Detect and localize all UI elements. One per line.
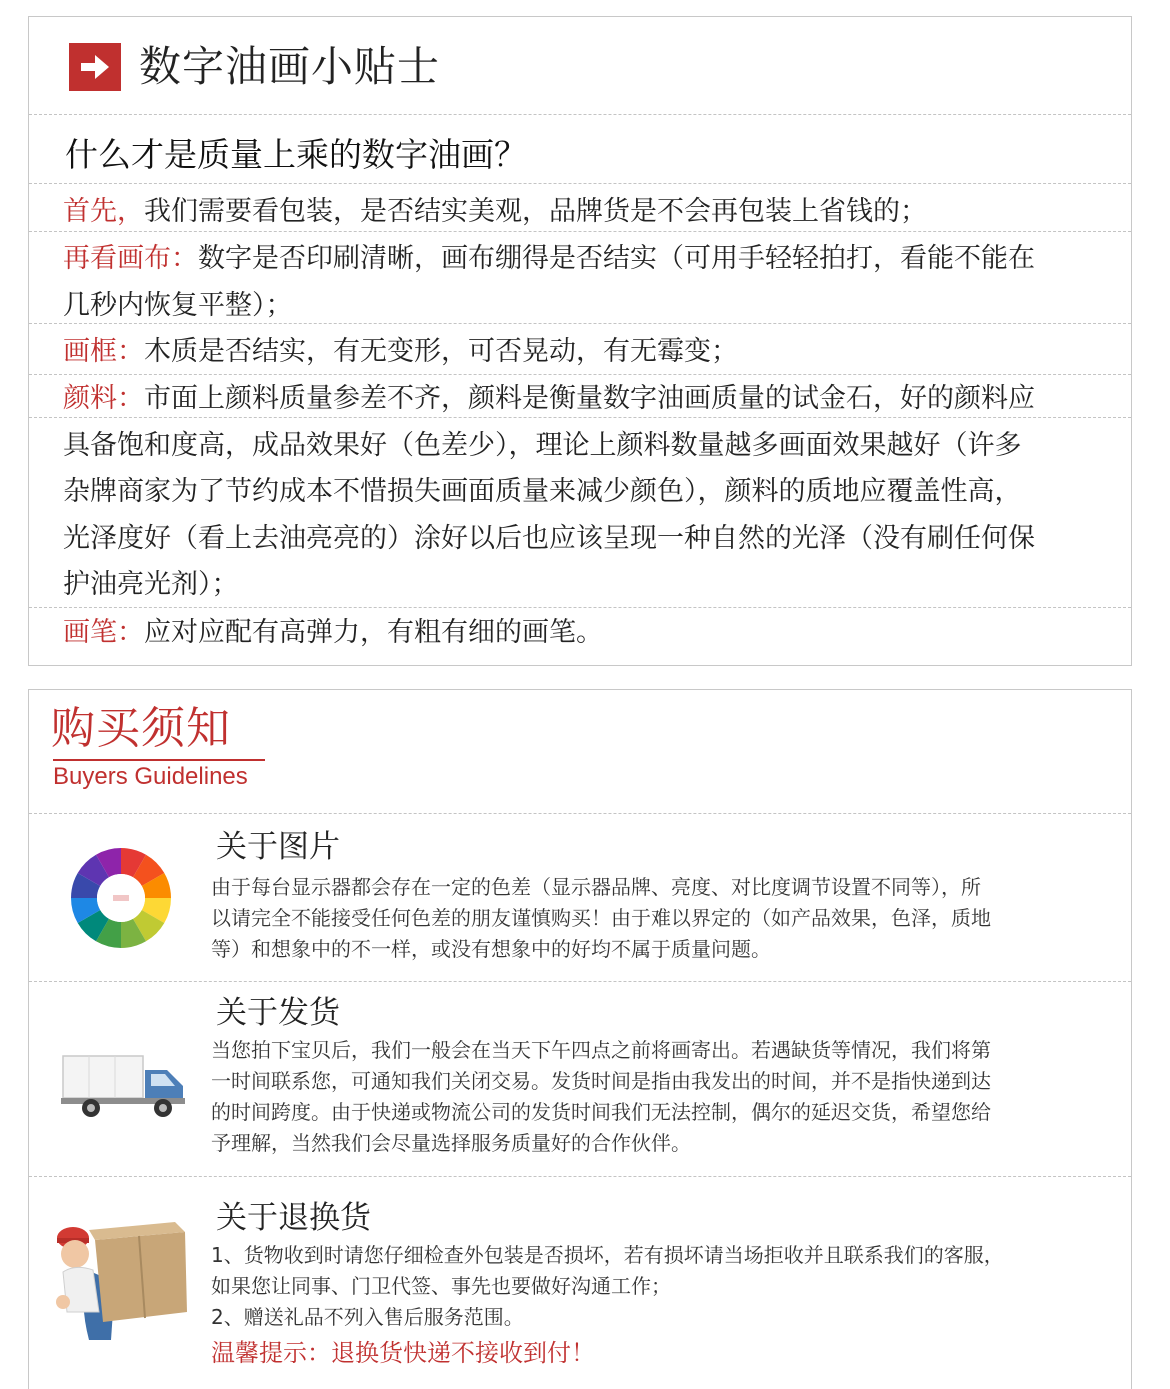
body-line: 等）和想象中的不一样，或没有想象中的好均不属于质量问题。 bbox=[211, 937, 771, 961]
tip-label: 再看画布： bbox=[63, 243, 198, 274]
section-body-pictures bbox=[211, 872, 1091, 965]
section-title-returns: 关于退换货 bbox=[216, 1200, 371, 1236]
section-body-shipping bbox=[211, 1035, 1091, 1159]
divider bbox=[29, 417, 1131, 418]
tip-text: 几秒内恢复平整）； bbox=[63, 289, 293, 321]
tip-packaging bbox=[63, 189, 1103, 236]
tip-label: 颜料： bbox=[63, 383, 144, 414]
divider bbox=[29, 323, 1131, 324]
tips-panel bbox=[28, 16, 1132, 666]
tip-label: 首先， bbox=[63, 196, 144, 227]
color-wheel-icon bbox=[69, 846, 173, 954]
tip-text: 数字是否印刷清晰，画布绷得是否结实（可用手轻轻拍打，看能不能在 bbox=[198, 243, 1035, 274]
body-line: 1、货物收到时请您仔细检查外包装是否损坏，若有损坏请当场拒收并且联系我们的客服， bbox=[211, 1243, 1004, 1267]
tips-title: 数字油画小贴士 bbox=[139, 42, 441, 91]
section-body-returns bbox=[211, 1240, 1091, 1333]
delivery-truck-icon bbox=[59, 1050, 189, 1126]
returns-notice: 温馨提示：退换货快递不接收到付！ bbox=[211, 1339, 595, 1367]
tip-text: 我们需要看包装，是否结实美观，品牌货是不会再包装上省钱的； bbox=[144, 196, 927, 227]
tip-text: 杂牌商家为了节约成本不惜损失画面质量来减少颜色），颜料的质地应覆盖性高， bbox=[63, 476, 1022, 507]
tip-text: 护油亮光剂）； bbox=[63, 569, 239, 600]
guide-subtitle: Buyers Guidelines bbox=[53, 763, 248, 790]
divider bbox=[29, 607, 1131, 608]
body-line: 如果您让同事、门卫代签、事先也要做好沟通工作； bbox=[211, 1274, 671, 1298]
body-line: 以请完全不能接受任何色差的朋友谨慎购买！由于难以界定的（如产品效果，色泽，质地 bbox=[211, 906, 991, 930]
tip-label: 画笔： bbox=[63, 617, 144, 648]
body-line: 一时间联系您，可通知我们关闭交易。发货时间是指由我发出的时间，并不是指快递到达 bbox=[211, 1069, 991, 1093]
tip-text: 具备饱和度高，成品效果好（色差少），理论上颜料数量越多画面效果越好（许多 bbox=[63, 429, 1022, 461]
body-line: 由于每台显示器都会存在一定的色差（显示器品牌、亮度、对比度调节设置不同等），所 bbox=[211, 875, 981, 899]
tip-label: 画框： bbox=[63, 336, 144, 367]
body-line: 当您拍下宝贝后，我们一般会在当天下午四点之前将画寄出。若遇缺货等情况，我们将第 bbox=[211, 1038, 991, 1062]
tip-frame bbox=[63, 329, 1103, 376]
divider bbox=[29, 981, 1131, 982]
body-line: 的时间跨度。由于快递或物流公司的发货时间我们无法控制，偶尔的延迟交货，希望您给 bbox=[211, 1100, 991, 1124]
tip-text: 光泽度好（看上去油亮亮的）涂好以后也应该呈现一种自然的光泽（没有刷任何保 bbox=[63, 522, 1035, 554]
tips-header bbox=[29, 17, 1131, 115]
tip-canvas bbox=[63, 236, 1103, 329]
courier-with-box-icon bbox=[49, 1212, 189, 1346]
arrow-right-icon bbox=[69, 43, 121, 91]
divider bbox=[29, 813, 1131, 814]
buyers-guide-panel bbox=[28, 689, 1132, 1389]
tip-text: 应对应配有高弹力，有粗有细的画笔。 bbox=[144, 617, 603, 648]
divider bbox=[29, 374, 1131, 375]
tip-text: 木质是否结实，有无变形，可否晃动，有无霉变； bbox=[144, 336, 738, 367]
tip-paint bbox=[63, 376, 1103, 609]
divider bbox=[29, 1176, 1131, 1177]
section-title-pictures: 关于图片 bbox=[216, 829, 340, 865]
body-line: 予理解，当然我们会尽量选择服务质量好的合作伙伴。 bbox=[211, 1131, 691, 1155]
title-underline bbox=[53, 759, 265, 761]
divider bbox=[29, 183, 1131, 184]
tip-text: 市面上颜料质量参差不齐，颜料是衡量数字油画质量的试金石，好的颜料应 bbox=[144, 383, 1035, 414]
tip-brush bbox=[63, 610, 1103, 657]
divider bbox=[29, 231, 1131, 232]
tips-question: 什么才是质量上乘的数字油画？ bbox=[65, 135, 527, 174]
section-title-shipping: 关于发货 bbox=[216, 995, 340, 1031]
body-line: 2、赠送礼品不列入售后服务范围。 bbox=[211, 1305, 524, 1329]
guide-title: 购买须知 bbox=[51, 703, 231, 754]
